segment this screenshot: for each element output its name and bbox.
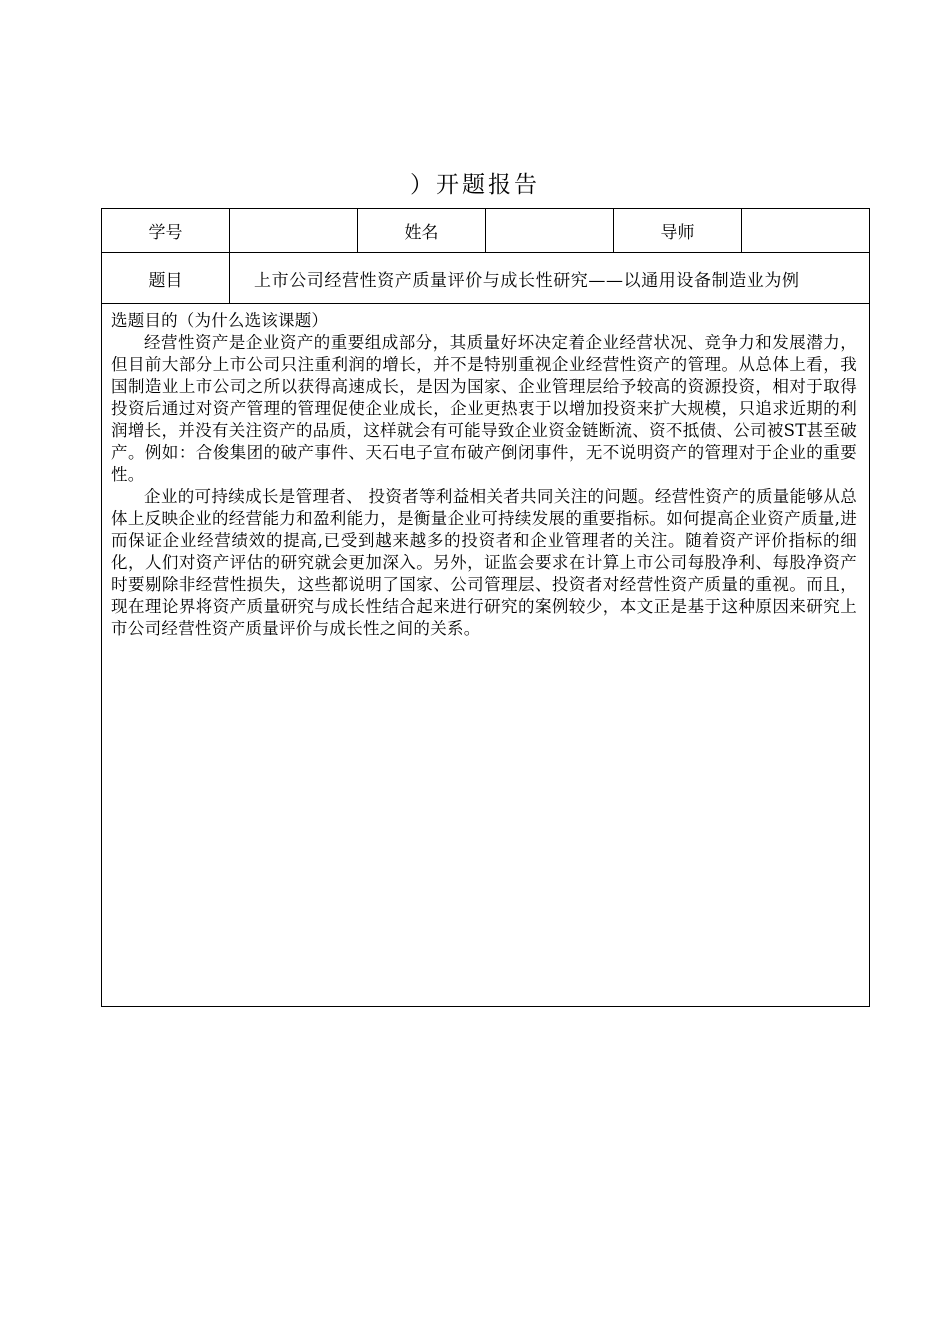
page-title: ）开题报告 xyxy=(410,172,540,198)
topic-value[interactable]: 上市公司经营性资产质量评价与成长性研究——以通用设备制造业为例 xyxy=(254,270,800,291)
purpose-heading: 选题目的（为什么选该课题） xyxy=(111,311,329,330)
proposal-form xyxy=(101,208,870,1007)
topic-row xyxy=(102,253,869,304)
info-row xyxy=(102,209,869,253)
student-id-label: 学号 xyxy=(102,209,230,252)
purpose-paragraph-2: 企业的可持续成长是管理者、 投资者等利益相关者共同关注的问题。经营性资产的质量能够从总体上反映企业的经营能力和盈利能力，是衡量企业可持续发展的重要指标。如何提高企业资产质量,进而保证企业经营绩效的提高,已受到越来越多的投资者和企业管理者的关注。随着资产评价指标的细化，人们对资产评估的研究就会更加深入。另外，证监会要求在计算上市公司每股净利、每股净资产时要剔除非经营性损失，这些都说明了国家、公司管理层、投资者对经营性资产质量的重视。而且，现在理论界将资产质量研究与成长性结合起来进行研究的案例较少，本文正是基于这种原因来研究上市公司经营性资产质量评价与成长性之间的关系。 xyxy=(111,487,857,638)
student-id-value[interactable] xyxy=(230,209,358,252)
topic-label: 题目 xyxy=(102,253,230,303)
purpose-section xyxy=(102,304,869,640)
name-value[interactable] xyxy=(486,209,614,252)
advisor-value[interactable] xyxy=(742,209,868,252)
name-label: 姓名 xyxy=(358,209,486,252)
purpose-paragraph-1: 经营性资产是企业资产的重要组成部分，其质量好坏决定着企业经营状况、竞争力和发展潜力，但目前大部分上市公司只注重利润的增长，并不是特别重视企业经营性资产的管理。从总体上看，我国制造业上市公司之所以获得高速成长，是因为国家、企业管理层给予较高的资源投资，相对于取得投资后通过对资产管理的管理促使企业成长，企业更热衷于以增加投资来扩大规模，只追求近期的利润增长，并没有关注资产的品质，这样就会有可能导致企业资金链断流、资不抵债、公司被ST甚至破产。例如：合俊集团的破产事件、天石电子宣布破产倒闭事件，无不说明资产的管理对于企业的重要性。 xyxy=(111,333,857,484)
advisor-label: 导师 xyxy=(614,209,742,252)
